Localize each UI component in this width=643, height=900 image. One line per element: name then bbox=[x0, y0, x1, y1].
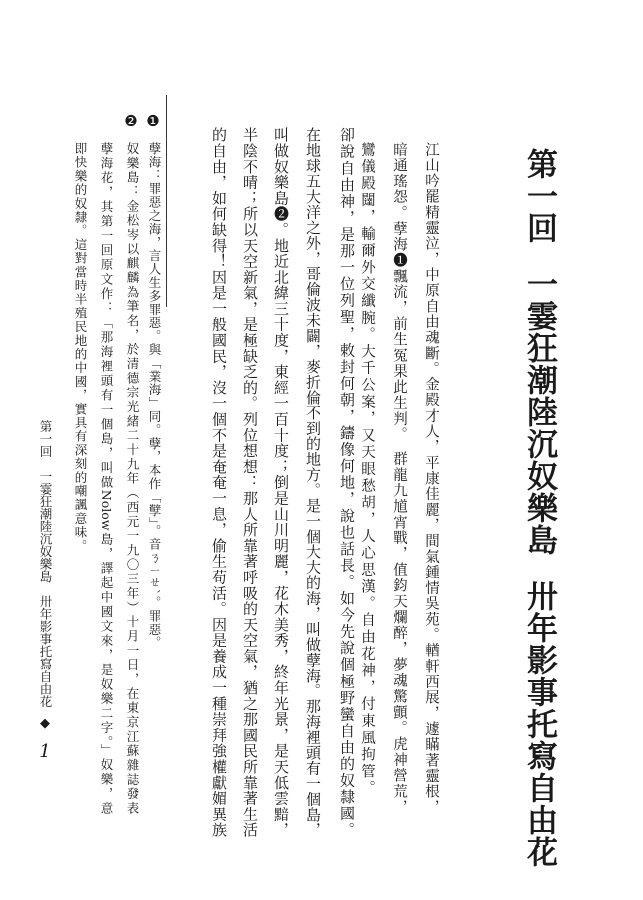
body-column: 卻說自由神，是那一位列聖，敕封何朝，鑄像何地，說也話長。如今先說個極野蠻自由的奴隸國。 bbox=[338, 127, 356, 837]
poem-line: 江山吟罷精靈泣，中原自由魂斷。金殿才人，平康佳麗，間氣鍾情吳苑。輶軒西展，遽瞞著靈根， bbox=[423, 142, 439, 814]
body-column: 在地球五大洋之外，哥倫波未闢，麥折倫不到的地方。是一個大大的海，叫做孽海。那海裡頭有一個島， bbox=[304, 127, 322, 837]
body-column: 半陰不晴；所以天空新氣，是極缺乏的。列位想想：那人所靠著呼吸的天空氣，猶之那國民所靠著生活 bbox=[241, 127, 259, 837]
page-footer bbox=[34, 420, 56, 762]
chapter-number: 第一回 bbox=[521, 148, 557, 244]
note-line: 孽海：罪惡之海，言人生多罪惡。與「業海」同。孽，本作「孼」。音ㄋㄧㄝˋ。罪惡。 bbox=[147, 142, 162, 650]
body-column: 的自由，如何缺得！因是一般國民，沒一個不是奄奄一息，偷生苟活。因是養成一種崇拜強權獻媚異族 bbox=[210, 127, 228, 837]
note-marker: ❷ bbox=[124, 112, 138, 130]
body-column: 叫做奴樂島❷。地近北緯三十度，東經一百十度；倒是山川明麗，花木美秀，終年光景，是天低雲黯， bbox=[272, 127, 290, 837]
chapter-title-part1: 一霎狂潮陸沉奴樂島 bbox=[521, 268, 557, 556]
ornament-icon: ◆ bbox=[40, 715, 50, 731]
chapter-title bbox=[521, 148, 562, 868]
running-title: 第一回 一霎狂潮陸沉奴樂島 卅年影事托寫自由花 bbox=[38, 420, 53, 708]
poem-line: 暗通瑤怨。孽海❶飄流，前生冤果此生判。 群龍九馗宵戰，值鈞天爛醉，夢魂驚顫。虎神營荒， bbox=[391, 142, 407, 814]
note-marker: ❶ bbox=[146, 112, 160, 130]
page-number: 1 bbox=[39, 740, 51, 762]
note-line: 即快樂的奴隸。這對當時半殖民地的中國，實具有深刻的嘲諷意味。 bbox=[73, 142, 88, 553]
note-line: 奴樂島：金松岑以麒麟為筆名，於清德宗光緒二十九年（西元一九〇三年）十月一日，在東京江蘇雜誌發表 bbox=[125, 142, 140, 814]
note-line: 孽海花，其第一回原文作：「那海裡頭有一個島，叫做Nolow島，譯起中國文來，是奴樂二字。」奴樂，意 bbox=[99, 142, 114, 814]
notes-divider bbox=[166, 95, 167, 307]
chapter-title-part2: 卅年影事托寫自由花 bbox=[521, 580, 557, 868]
poem-line: 鸞儀殿闥，輸爾外交纖腕。大千公案，又天眼愁胡，人心思漢。自由花神，付東風拘管。 bbox=[359, 142, 375, 798]
